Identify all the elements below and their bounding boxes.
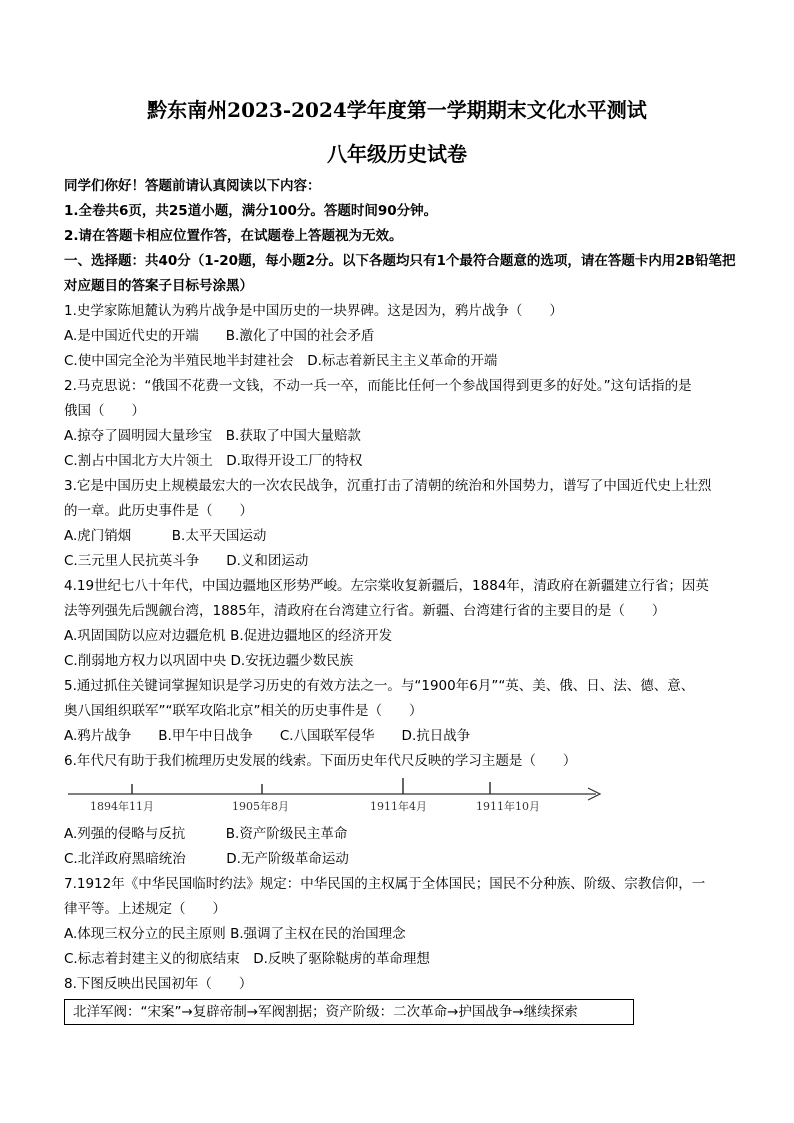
q1-options-ab: A.是中国近代史的开端 B.激化了中国的社会矛盾 (64, 328, 375, 344)
q3-stem-line2: 的一章。此历史事件是（ ） (64, 503, 253, 519)
q6-options-ab: A.列强的侵略与反抗 B.资产阶级民主革命 (64, 826, 348, 842)
timeline-label-2: 1905年8月 (232, 800, 289, 813)
q4-stem-line1: 4.19世纪七八十年代，中国边疆地区形势严峻。左宗棠收复新疆后，1884年，清政府在新疆建立行省；因英 (64, 578, 709, 594)
exam-subtitle: 八年级历史试卷 (327, 142, 467, 166)
q1-options-cd: C.使中国完全沦为半殖民地半封建社会 D.标志着新民主主义革命的开端 (64, 353, 498, 369)
q8-material-box: 北洋军阀：“宋案”→复辟帝制→军阀割据；资产阶级：二次革命→护国战争→继续探索 (64, 999, 634, 1025)
q7-stem-line1: 7.1912年《中华民国临时约法》规定：中华民国的主权属于全体国民；国民不分种族、阶级、宗教信仰，一 (64, 876, 706, 892)
q6-stem: 6.年代尺有助于我们梳理历史发展的线索。下面历史年代尺反映的学习主题是（ ） (64, 753, 577, 769)
q3-stem-line1: 3.它是中国历史上规模最宏大的一次农民战争，沉重打击了清朝的统治和外国势力，谱写了中国近代史上壮烈 (64, 478, 712, 494)
intro-text: 同学们你好！答题前请认真阅读以下内容： (64, 178, 321, 194)
q6-timeline (64, 774, 736, 822)
q1-stem: 1.史学家陈旭麓认为鸦片战争是中国历史的一块界碑。这是因为，鸦片战争（ ） (64, 303, 563, 319)
q3-options-ab: A.虎门销烟 B.太平天国运动 (64, 528, 267, 544)
q5-stem-line2: 奥八国组织联军”“联军攻陷北京”相关的历史事件是（ ） (64, 703, 423, 719)
note-2: 2.请在答题卡相应位置作答，在试题卷上答题视为无效。 (64, 228, 403, 244)
q2-options-ab: A.掠夺了圆明园大量珍宝 B.获取了中国大量赔款 (64, 428, 361, 444)
q3-options-cd: C.三元里人民抗英斗争 D.义和团运动 (64, 553, 309, 569)
note-1: 1.全卷共6页，共25道小题，满分100分。答题时间90分钟。 (64, 203, 438, 219)
q6-options-cd: C.北洋政府黑暗统治 D.无产阶级革命运动 (64, 851, 349, 867)
q2-stem-line2: 俄国（ ） (64, 403, 145, 419)
q7-options-cd: C.标志着封建主义的彻底结束 D.反映了驱除鞑虏的革命理想 (64, 951, 430, 967)
q5-stem-line1: 5.通过抓住关键词掌握知识是学习历史的有效方法之一。与“1900年6月”“英、美、俄、日、法、德、意、 (64, 678, 695, 694)
q5-options: A.鸦片战争 B.甲午中日战争 C.八国联军侵华 D.抗日战争 (64, 728, 471, 744)
timeline-label-1: 1894年11月 (90, 800, 154, 813)
q2-stem-line1: 2.马克思说：“俄国不花费一文钱，不动一兵一卒，而能比任何一个参战国得到更多的好处。”这句话指的是 (64, 378, 692, 394)
timeline-label-3: 1911年4月 (370, 800, 427, 813)
q4-stem-line2: 法等列强先后觊觎台湾，1885年，清政府在台湾建立行省。新疆、台湾建行省的主要目的是（ ） (64, 603, 666, 619)
timeline-label-4: 1911年10月 (476, 800, 540, 813)
q4-options-ab: A.巩固国防以应对边疆危机 B.促进边疆地区的经济开发 (64, 628, 393, 644)
exam-content (64, 174, 736, 1025)
q8-stem: 8.下图反映出民国初年（ ） (64, 976, 253, 992)
q7-options-ab: A.体现三权分立的民主原则 B.强调了主权在民的治国理念 (64, 926, 406, 942)
q2-options-cd: C.割占中国北方大片领土 D.取得开设工厂的特权 (64, 453, 363, 469)
exam-title: 黔东南州2023-2024学年度第一学期期末文化水平测试 (147, 98, 647, 122)
q4-options-cd: C.削弱地方权力以巩固中央 D.安抚边疆少数民族 (64, 653, 354, 669)
q7-stem-line2: 律平等。上述规定（ ） (64, 901, 226, 917)
section-1-heading: 一、选择题：共40分（1-20题，每小题2分。以下各题均只有1个最符合题意的选项，请在答题卡内用2B铅笔把对应题目的答案子目标号涂黑） (64, 253, 736, 294)
